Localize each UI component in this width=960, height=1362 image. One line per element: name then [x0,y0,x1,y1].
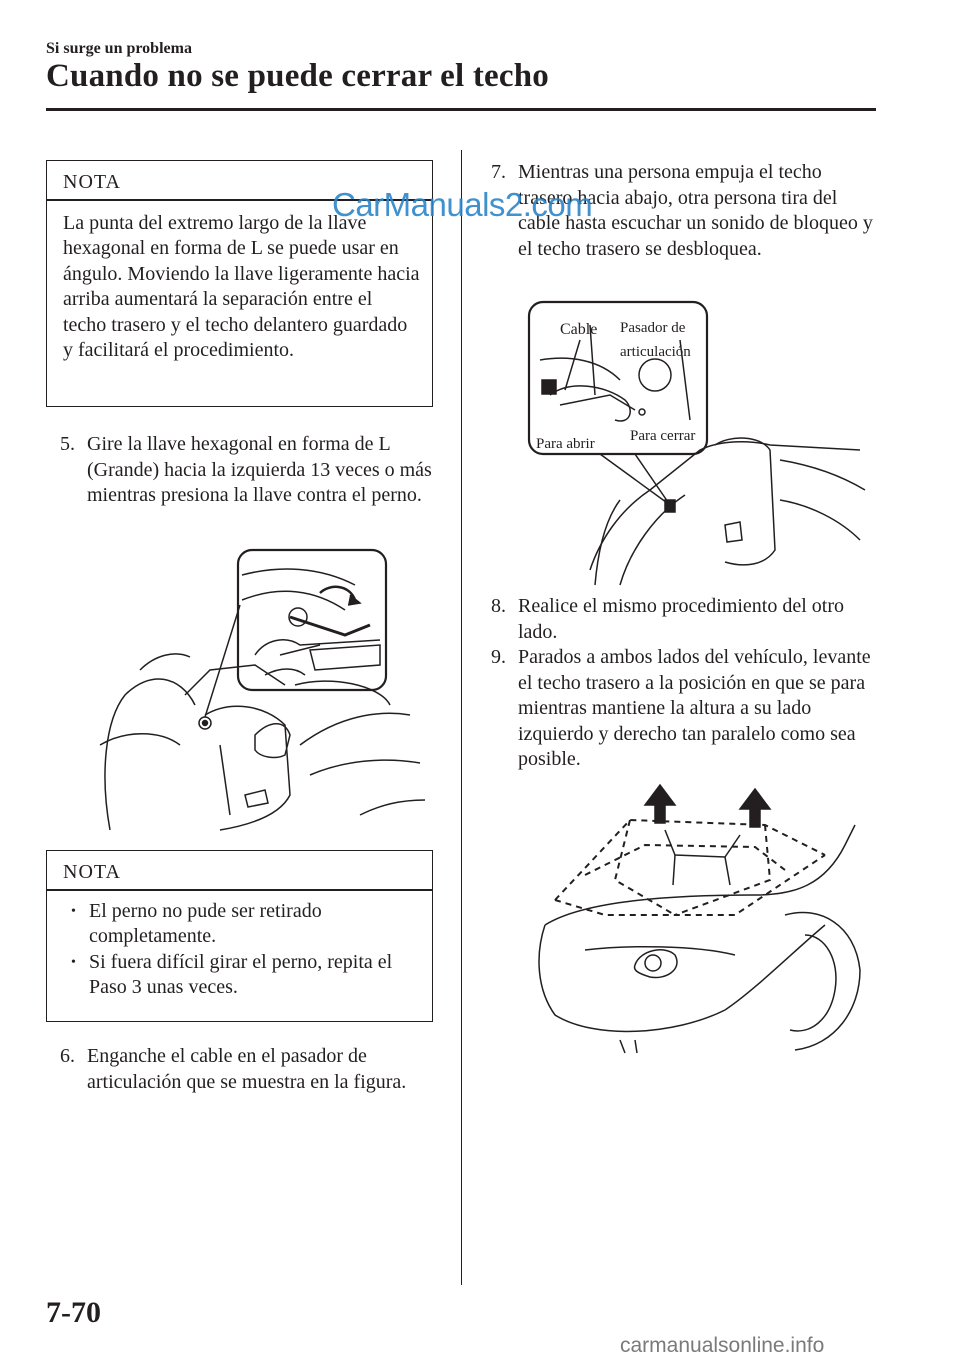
label-pasador-line1: Pasador de [620,320,686,336]
note-box-2 [46,850,433,1022]
label-para-abrir: Para abrir [536,436,595,452]
note-text: La punta del extremo largo de la llave hexagonal en forma de L se puede usar en ángulo. Moviendo la llave ligeramente hacia arriba aumentará la separación entre el techo trasero y el techo delantero guardado y facilitará el procedimiento. [63,211,420,362]
step-number: 9. [491,646,506,668]
column-divider [461,150,462,1285]
page-number: 7-70 [46,1296,101,1329]
note-heading: NOTA [63,861,121,883]
step-9 [491,645,876,773]
step-number: 6. [60,1045,75,1067]
step-6 [60,1044,440,1095]
step-number: 7. [491,161,506,183]
label-para-cerrar: Para cerrar [630,428,696,444]
note-heading: NOTA [63,171,121,193]
watermark: CarManuals2.com [332,186,593,223]
step-number: 5. [60,433,75,455]
step-text: Enganche el cable en el pasador de articulación que se muestra en la figura. [87,1045,407,1093]
label-pasador-line2: articulación [620,344,691,360]
label-cable: Cable [560,321,598,338]
footer-watermark: carmanualsonline.info [620,1334,825,1357]
title-rule [46,108,876,111]
step-text: Parados a ambos lados del vehículo, levante el techo trasero a la posición en que se para mientras mantiene la altura a su lado izquierdo y derecho tan paralelo como sea posible. [518,646,871,771]
hex-key-illustration [80,545,440,835]
step-text: Gire la llave hexagonal en forma de L (Grande) hacia la izquierda 13 veces o más mientras presiona la llave contra el perno. [87,433,432,507]
note-bullet: • Si fuera difícil girar el perno, repita el Paso 3 unas veces. [71,950,420,1001]
section-label: Si surge un problema [46,40,192,57]
step-text: Realice el mismo procedimiento del otro lado. [518,595,845,643]
page-title: Cuando no se puede cerrar el techo [46,58,549,94]
step-number: 8. [491,595,506,617]
roof-lift-illustration [525,775,875,1065]
note-bullet: • El perno no pude ser retirado completamente. [71,899,420,950]
cable-hinge-illustration [520,300,880,590]
step-8 [491,594,876,645]
step-text: Mientras una persona empuja el techo trasero hacia abajo, otra persona tira del cable hasta escuchar un sonido de bloqueo y el techo trasero se desbloquea. [518,161,873,260]
note-bullet-list [47,891,432,1001]
step-5 [60,432,440,509]
